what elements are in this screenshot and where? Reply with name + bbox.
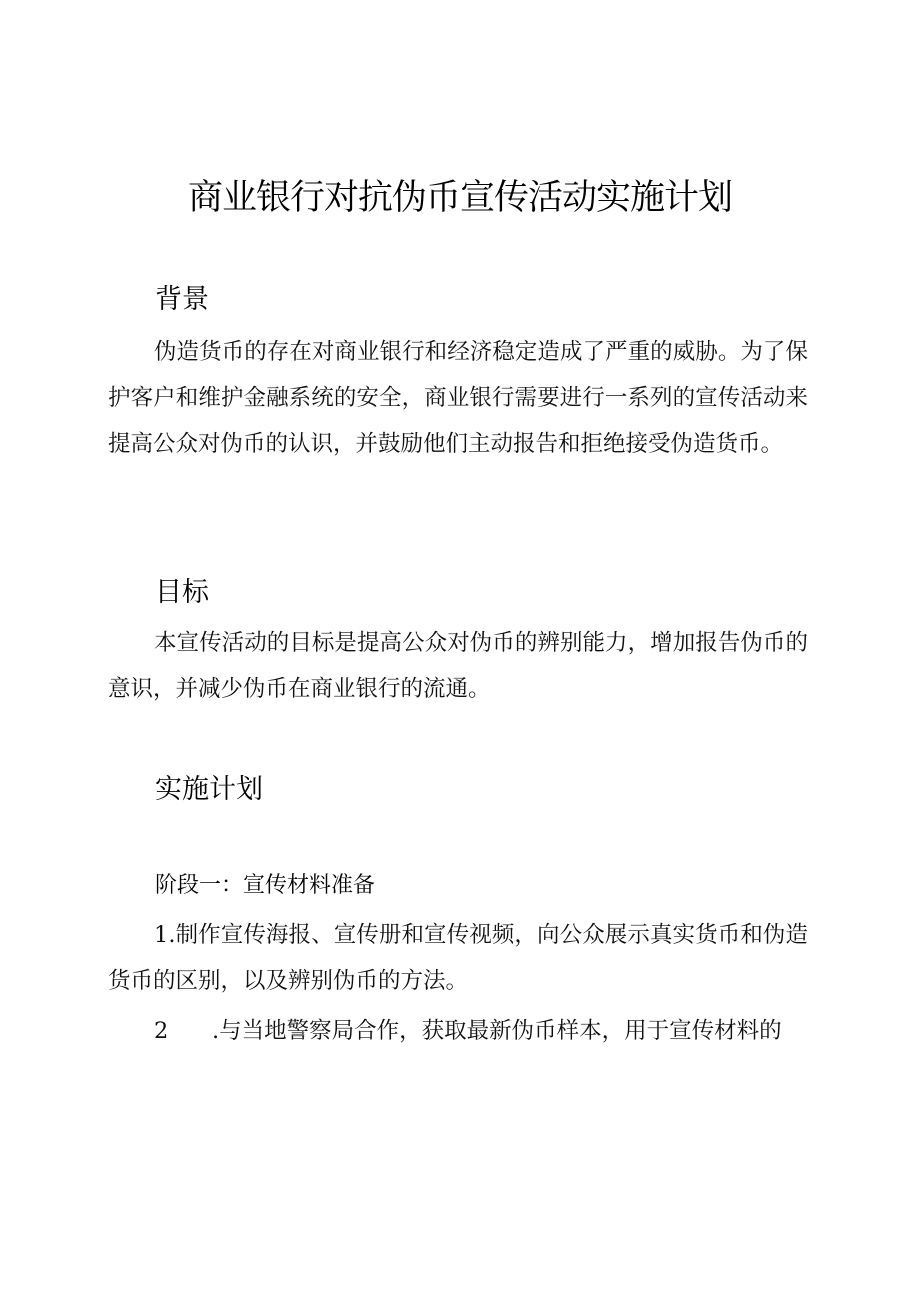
- plan-item-text: .制作宣传海报、宣传册和宣传视频，向公众展示真实货币和伪造货币的区别，以及辨别伪币的方法。: [108, 922, 808, 994]
- plan-item-text: .与当地警察局合作，获取最新伪币样本，用于宣传材料的: [212, 1018, 782, 1044]
- document-title: 商业银行对抗伪币宣传活动实施计划: [187, 178, 732, 218]
- plan-item-number: 2: [154, 1018, 169, 1044]
- plan-item-number: 1: [154, 922, 169, 948]
- section-heading-goal: 目标: [155, 577, 209, 608]
- plan-item-1: [108, 912, 808, 1004]
- plan-item-2: [108, 1008, 808, 1054]
- phase-one-heading: 阶段一：宣传材料准备: [155, 873, 376, 898]
- section-heading-background: 背景: [155, 284, 209, 315]
- goal-paragraph: 本宣传活动的目标是提高公众对伪币的辨别能力，增加报告伪币的意识，并减少伪币在商业银行的流通。: [108, 630, 808, 702]
- background-paragraph: 伪造货币的存在对商业银行和经济稳定造成了严重的威胁。为了保护客户和维护金融系统的安全，商业银行需要进行一系列的宣传活动来提高公众对伪币的认识，并鼓励他们主动报告和拒绝接受伪造货币。: [108, 339, 808, 457]
- section-heading-plan: 实施计划: [155, 774, 263, 805]
